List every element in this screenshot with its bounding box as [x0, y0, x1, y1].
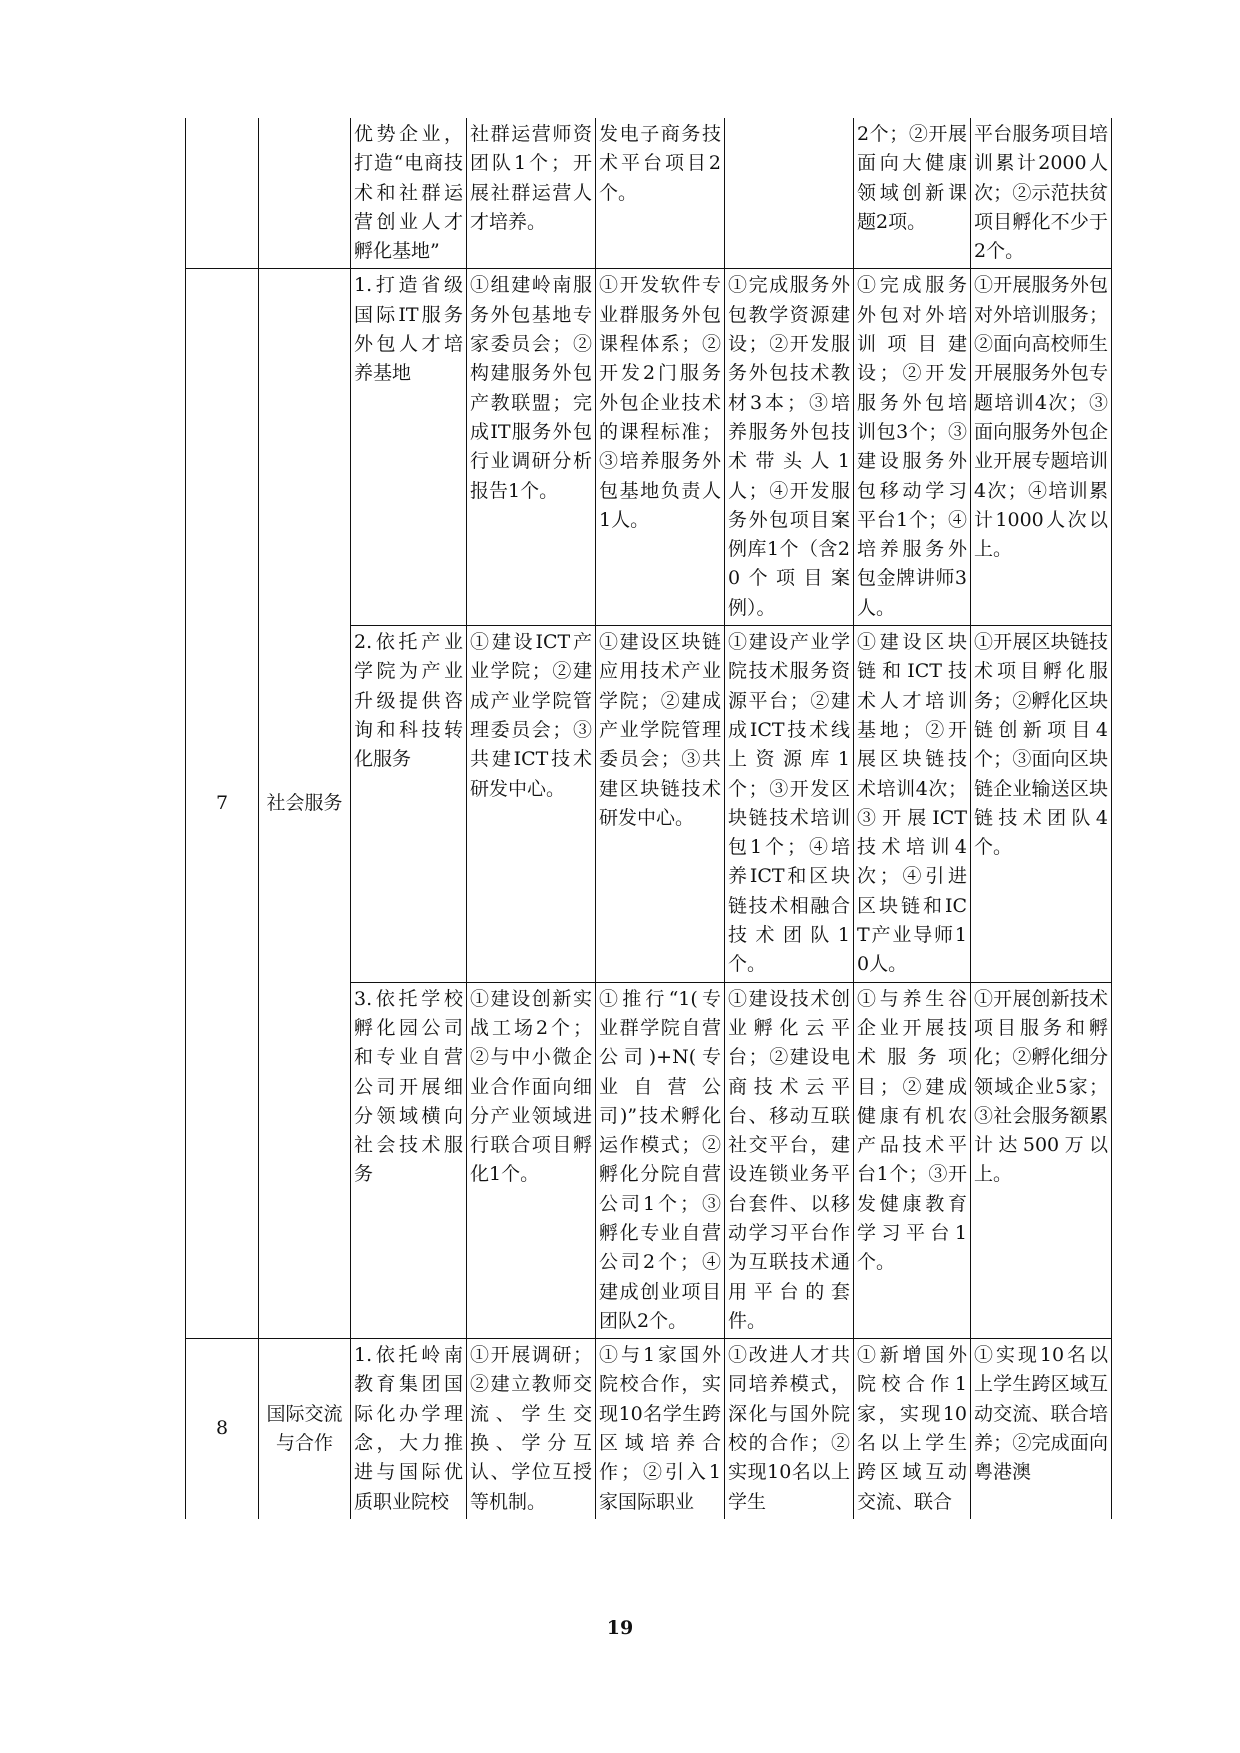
year-cell: ①开发软件专业群服务外包课程体系；②开发2门服务外包企业技术的课程标准；③培养服务外包基地负责人1人。 [596, 269, 725, 626]
table-row [186, 1339, 1112, 1519]
task-cell: 2.依托产业学院为产业升级提供咨询和科技转化服务 [351, 626, 467, 983]
task-cell: 3.依托学校孵化园公司和专业自营公司开展细分领域横向社会技术服务 [351, 982, 467, 1339]
year-cell: ①改进人才共同培养模式，深化与国外院校的合作；②实现10名以上学生 [725, 1339, 854, 1519]
project-plan-table [185, 118, 1112, 1519]
year-cell: ①建设区块链应用技术产业学院；②建成产业学院管理委员会；③共建区块链技术研发中心。 [596, 626, 725, 983]
year-cell: ①建设产业学院技术服务资源平台；②建成ICT技术线上资源库1个；③开发区块链技术培训包1个；④培养ICT和区块链技术相融合技术团队1个。 [725, 626, 854, 983]
year-cell: ①完成服务外包对外培训项目建设；②开发服务外包培训包3个；③建设服务外包移动学习平台1个；④培养服务外包金牌讲师3人。 [854, 269, 971, 626]
year-cell: ①推行“1(专业群学院自营公司)+N(专业自营公司)”技术孵化运作模式；②孵化分院自营公司1个；③孵化专业自营公司2个；④建成创业项目团队2个。 [596, 982, 725, 1339]
year-cell [725, 118, 854, 269]
year-cell: ①与1家国外院校合作，实现10名学生跨区域培养合作；②引入1家国际职业 [596, 1339, 725, 1519]
row-number-cell: 7 [186, 269, 259, 1339]
row-number-cell: 8 [186, 1339, 259, 1519]
year-cell: ①建设创新实战工场2个；②与中小微企业合作面向细分产业领域进行联合项目孵化1个。 [467, 982, 596, 1339]
task-cell: 1.依托岭南教育集团国际化办学理念，大力推进与国际优质职业院校 [351, 1339, 467, 1519]
year-cell: ①开展创新技术项目服务和孵化；②孵化细分领域企业5家；③社会服务额累计达500万以上。 [971, 982, 1112, 1339]
task-cell: 1.打造省级国际IT服务外包人才培养基地 [351, 269, 467, 626]
year-cell: ①新增国外院校合作1家，实现10名以上学生跨区域互动交流、联合 [854, 1339, 971, 1519]
row-number-cell [186, 118, 259, 269]
year-cell: ①组建岭南服务外包基地专家委员会；②构建服务外包产教联盟；完成IT服务外包行业调研分析报告1个。 [467, 269, 596, 626]
year-cell: ①开展区块链技术项目孵化服务；②孵化区块链创新项目4个；③面向区块链企业输送区块链技术团队4个。 [971, 626, 1112, 983]
category-cell [259, 118, 351, 269]
task-cell: 优势企业，打造“电商技术和社群运营创业人才孵化基地” [351, 118, 467, 269]
year-cell: ①开展调研；②建立教师交流、学生交换、学分互认、学位互授等机制。 [467, 1339, 596, 1519]
year-cell: ①建设ICT产业学院；②建成产业学院管理委员会；③共建ICT技术研发中心。 [467, 626, 596, 983]
year-cell: ①完成服务外包教学资源建设；②开发服务外包技术教材3本；③培养服务外包技术带头人1人；④开发服务外包项目案例库1个（含20个项目案例）。 [725, 269, 854, 626]
year-cell: ①与养生谷企业开展技术服务项目；②建成健康有机农产品技术平台1个；③开发健康教育学习平台1个。 [854, 982, 971, 1339]
year-cell: 2个；②开展面向大健康领域创新课题2项。 [854, 118, 971, 269]
category-cell: 国际交流与合作 [259, 1339, 351, 1519]
table-row [186, 118, 1112, 269]
year-cell: ①开展服务外包对外培训服务；②面向高校师生开展服务外包专题培训4次；③面向服务外包企业开展专题培训4次；④培训累计1000人次以上。 [971, 269, 1112, 626]
table-row [186, 269, 1112, 626]
year-cell: ①实现10名以上学生跨区域互动交流、联合培养；②完成面向粤港澳 [971, 1339, 1112, 1519]
year-cell: ①建设区块链和ICT技术人才培训基地；②开展区块链技术培训4次；③开展ICT技术培训4次；④引进区块链和ICT产业导师10人。 [854, 626, 971, 983]
page-number: 19 [606, 1617, 634, 1639]
category-cell: 社会服务 [259, 269, 351, 1339]
year-cell: ①建设技术创业孵化云平台；②建设电商技术云平台、移动互联社交平台，建设连锁业务平台套件、以移动学习平台作为互联技术通用平台的套件。 [725, 982, 854, 1339]
year-cell: 平台服务项目培训累计2000人次；②示范扶贫项目孵化不少于2个。 [971, 118, 1112, 269]
year-cell: 发电子商务技术平台项目2个。 [596, 118, 725, 269]
year-cell: 社群运营师资团队1个；开展社群运营人才培养。 [467, 118, 596, 269]
